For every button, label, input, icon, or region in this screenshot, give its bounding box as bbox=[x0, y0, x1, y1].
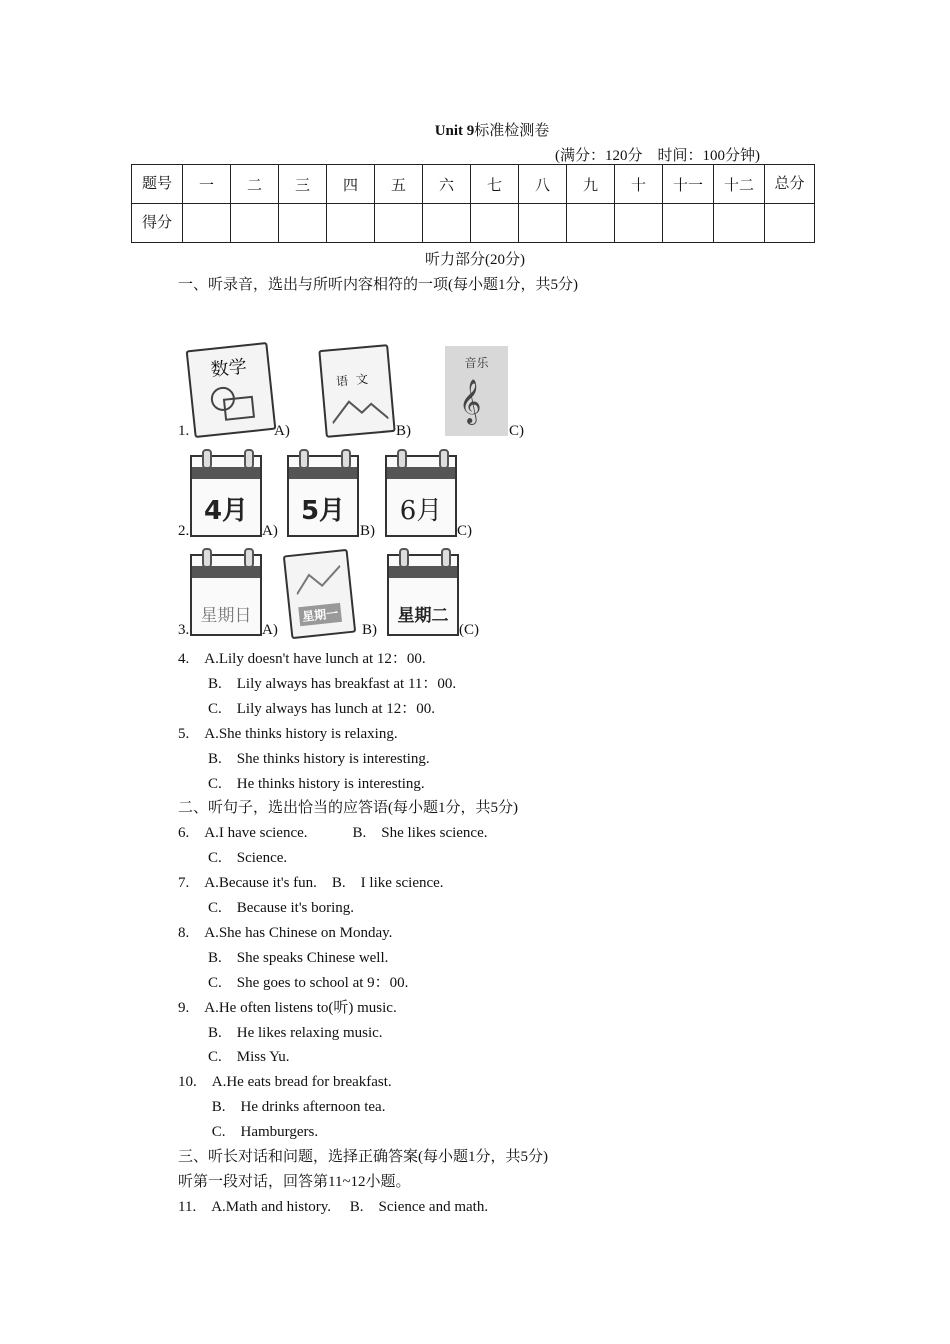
question-number: 2. bbox=[178, 523, 190, 539]
score-header-cell: 一 bbox=[183, 165, 231, 204]
listening-section-title: 听力部分(20分) bbox=[425, 252, 525, 268]
score-header-cell: 十二 bbox=[714, 165, 765, 204]
score-cell[interactable] bbox=[423, 204, 471, 243]
chinese-book-image: 语文 bbox=[318, 344, 395, 438]
text-line: C. He thinks history is interesting. bbox=[178, 775, 425, 792]
text-line: 10. A.He eats bread for breakfast. bbox=[178, 1074, 392, 1091]
calendar-may-image: 5月 bbox=[287, 455, 359, 537]
score-cell[interactable] bbox=[183, 204, 231, 243]
question-number: 1. bbox=[178, 423, 190, 439]
question-number: 3. bbox=[178, 622, 190, 638]
text-line: C. Science. bbox=[178, 850, 288, 867]
option-label: B) bbox=[362, 622, 377, 638]
calendar-april-image: 4月 bbox=[190, 455, 262, 537]
score-cell[interactable] bbox=[375, 204, 423, 243]
text-line: 9. A.He often listens to(听) music. bbox=[178, 999, 397, 1016]
score-cell[interactable] bbox=[519, 204, 567, 243]
text-line: B. She thinks history is interesting. bbox=[178, 750, 430, 767]
option-label: A) bbox=[262, 523, 278, 539]
option-label: B) bbox=[360, 523, 375, 539]
text-line: 6. A.I have science. B. She likes science. bbox=[178, 825, 488, 842]
score-header-cell: 四 bbox=[327, 165, 375, 204]
score-header-cell: 八 bbox=[519, 165, 567, 204]
text-line: 三、听长对话和问题，选择正确答案(每小题1分，共5分) bbox=[178, 1149, 548, 1165]
text-line: 听第一段对话，回答第11~12小题。 bbox=[178, 1173, 411, 1190]
text-line: C. She goes to school at 9：00. bbox=[178, 974, 409, 991]
calendar-tuesday-image: 星期二 bbox=[387, 554, 459, 636]
score-header-cell: 十 bbox=[615, 165, 663, 204]
text-line: C. Miss Yu. bbox=[178, 1049, 290, 1066]
score-header-cell: 二 bbox=[231, 165, 279, 204]
text-line: C. Because it's boring. bbox=[178, 900, 355, 916]
score-header-cell: 题号 bbox=[132, 165, 183, 204]
score-header-cell: 十一 bbox=[663, 165, 714, 204]
math-book-image: 数学 bbox=[186, 342, 277, 438]
score-cell[interactable] bbox=[567, 204, 615, 243]
text-line: 8. A.She has Chinese on Monday. bbox=[178, 924, 393, 941]
score-header-cell: 五 bbox=[375, 165, 423, 204]
option-label: C) bbox=[509, 423, 524, 439]
option-label: (C) bbox=[459, 622, 479, 638]
text-line: 11. A.Math and history. B. Science and math. bbox=[178, 1198, 489, 1215]
text-line: 二、听句子，选出恰当的应答语(每小题1分，共5分) bbox=[178, 800, 518, 817]
score-cell[interactable] bbox=[327, 204, 375, 243]
score-header-cell: 总分 bbox=[765, 165, 815, 204]
score-cell[interactable] bbox=[615, 204, 663, 243]
text-line: C. Hamburgers. bbox=[178, 1124, 319, 1141]
calendar-monday-image: 星期一 bbox=[283, 549, 356, 639]
text-line: 7. A.Because it's fun. B. I like science. bbox=[178, 875, 444, 892]
option-label: B) bbox=[396, 423, 411, 439]
section-heading: 一、听录音，选出与所听内容相符的一项(每小题1分，共5分) bbox=[178, 277, 578, 293]
score-cell[interactable] bbox=[765, 204, 815, 243]
text-line: 4. A.Lily doesn't have lunch at 12：00. bbox=[178, 651, 426, 667]
exam-meta: (满分：120分 时间：100分钟) bbox=[555, 148, 760, 164]
text-line: C. Lily always has lunch at 12：00. bbox=[178, 700, 436, 717]
score-header-cell: 九 bbox=[567, 165, 615, 204]
score-cell[interactable] bbox=[231, 204, 279, 243]
score-cell[interactable] bbox=[471, 204, 519, 243]
score-header-cell: 六 bbox=[423, 165, 471, 204]
option-label: A) bbox=[274, 423, 290, 439]
score-header-cell: 三 bbox=[279, 165, 327, 204]
option-label: A) bbox=[262, 622, 278, 638]
option-label: C) bbox=[457, 523, 472, 539]
page-title: Unit 9标准检测卷 bbox=[434, 123, 550, 139]
score-row-label: 得分 bbox=[132, 204, 183, 243]
text-line: B. He likes relaxing music. bbox=[178, 1024, 383, 1041]
calendar-june-image: 6月 bbox=[385, 455, 457, 537]
calendar-sunday-image: 星期日 bbox=[190, 554, 262, 636]
text-line: B. Lily always has breakfast at 11：00. bbox=[178, 675, 457, 692]
score-header-cell: 七 bbox=[471, 165, 519, 204]
music-book-image: 音乐 𝄞 bbox=[445, 346, 508, 436]
score-cell[interactable] bbox=[663, 204, 714, 243]
score-table bbox=[131, 164, 815, 243]
text-line: B. She speaks Chinese well. bbox=[178, 949, 389, 966]
text-line: 5. A.She thinks history is relaxing. bbox=[178, 725, 398, 742]
score-cell[interactable] bbox=[279, 204, 327, 243]
score-cell[interactable] bbox=[714, 204, 765, 243]
text-line: B. He drinks afternoon tea. bbox=[178, 1099, 386, 1116]
